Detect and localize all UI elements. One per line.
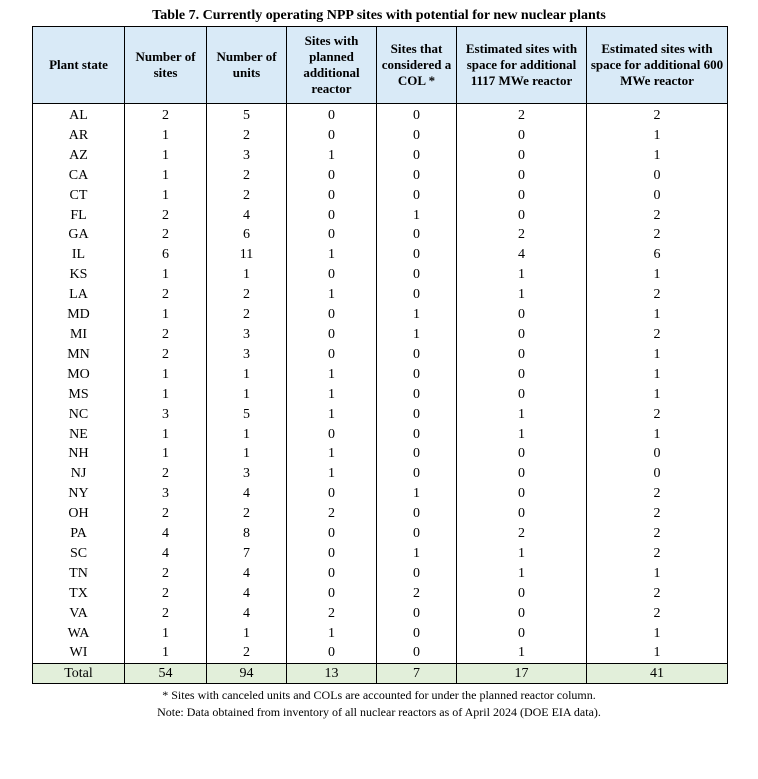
state-cell: MD	[33, 305, 125, 325]
table-row	[33, 365, 728, 385]
value-cell: 2	[587, 584, 728, 604]
value-cell: 3	[207, 345, 287, 365]
value-cell: 1	[287, 464, 377, 484]
state-cell: CA	[33, 166, 125, 186]
value-cell: 1	[125, 444, 207, 464]
value-cell: 1	[377, 325, 457, 345]
value-cell: 0	[287, 643, 377, 663]
value-cell: 1	[125, 146, 207, 166]
value-cell: 1	[287, 624, 377, 644]
value-cell: 3	[125, 484, 207, 504]
value-cell: 0	[457, 166, 587, 186]
value-cell: 0	[377, 104, 457, 126]
header-col: Sites that considered a COL *	[377, 27, 457, 104]
value-cell: 2	[587, 104, 728, 126]
table-row	[33, 385, 728, 405]
value-cell: 0	[377, 225, 457, 245]
value-cell: 1	[207, 385, 287, 405]
value-cell: 0	[287, 265, 377, 285]
table-row	[33, 265, 728, 285]
value-cell: 1	[587, 425, 728, 445]
value-cell: 2	[587, 225, 728, 245]
value-cell: 0	[457, 584, 587, 604]
value-cell: 0	[377, 405, 457, 425]
state-cell: IL	[33, 245, 125, 265]
value-cell: 1	[287, 365, 377, 385]
state-cell: AL	[33, 104, 125, 126]
value-cell: 1	[587, 345, 728, 365]
value-cell: 0	[287, 564, 377, 584]
total-cell: 17	[457, 664, 587, 684]
state-cell: TX	[33, 584, 125, 604]
value-cell: 1	[587, 385, 728, 405]
value-cell: 0	[457, 146, 587, 166]
value-cell: 2	[125, 104, 207, 126]
value-cell: 0	[457, 385, 587, 405]
value-cell: 1	[287, 245, 377, 265]
value-cell: 0	[377, 624, 457, 644]
header-row	[33, 27, 728, 104]
value-cell: 2	[587, 285, 728, 305]
value-cell: 0	[377, 643, 457, 663]
value-cell: 2	[587, 325, 728, 345]
value-cell: 5	[207, 104, 287, 126]
value-cell: 0	[287, 584, 377, 604]
value-cell: 11	[207, 245, 287, 265]
value-cell: 0	[457, 464, 587, 484]
value-cell: 2	[125, 225, 207, 245]
value-cell: 3	[125, 405, 207, 425]
value-cell: 0	[587, 464, 728, 484]
value-cell: 0	[377, 345, 457, 365]
npp-sites-table	[32, 26, 728, 684]
value-cell: 1	[457, 544, 587, 564]
state-cell: WI	[33, 643, 125, 663]
table-row	[33, 305, 728, 325]
value-cell: 0	[287, 544, 377, 564]
value-cell: 4	[207, 484, 287, 504]
value-cell: 0	[457, 345, 587, 365]
value-cell: 1	[457, 405, 587, 425]
table-row	[33, 166, 728, 186]
value-cell: 0	[287, 126, 377, 146]
value-cell: 6	[587, 245, 728, 265]
value-cell: 1	[207, 624, 287, 644]
value-cell: 8	[207, 524, 287, 544]
table-row	[33, 504, 728, 524]
total-cell: 94	[207, 664, 287, 684]
value-cell: 0	[587, 444, 728, 464]
value-cell: 1	[377, 206, 457, 226]
value-cell: 1	[587, 126, 728, 146]
value-cell: 0	[287, 104, 377, 126]
state-cell: NH	[33, 444, 125, 464]
value-cell: 0	[457, 305, 587, 325]
value-cell: 2	[377, 584, 457, 604]
value-cell: 2	[125, 504, 207, 524]
value-cell: 3	[207, 325, 287, 345]
value-cell: 2	[207, 305, 287, 325]
value-cell: 0	[457, 206, 587, 226]
value-cell: 1	[587, 265, 728, 285]
state-cell: LA	[33, 285, 125, 305]
total-label: Total	[33, 664, 125, 684]
state-cell: MN	[33, 345, 125, 365]
total-cell: 54	[125, 664, 207, 684]
state-cell: KS	[33, 265, 125, 285]
value-cell: 1	[125, 265, 207, 285]
table-row	[33, 245, 728, 265]
value-cell: 1	[207, 425, 287, 445]
value-cell: 0	[377, 504, 457, 524]
value-cell: 2	[587, 544, 728, 564]
value-cell: 2	[207, 126, 287, 146]
value-cell: 1	[125, 425, 207, 445]
value-cell: 4	[207, 604, 287, 624]
value-cell: 2	[207, 166, 287, 186]
value-cell: 1	[377, 305, 457, 325]
state-cell: VA	[33, 604, 125, 624]
value-cell: 1	[207, 444, 287, 464]
value-cell: 1	[125, 186, 207, 206]
value-cell: 2	[207, 186, 287, 206]
value-cell: 2	[207, 285, 287, 305]
value-cell: 2	[207, 643, 287, 663]
value-cell: 1	[125, 624, 207, 644]
value-cell: 2	[457, 524, 587, 544]
state-cell: GA	[33, 225, 125, 245]
value-cell: 4	[125, 524, 207, 544]
value-cell: 5	[207, 405, 287, 425]
value-cell: 1	[287, 385, 377, 405]
value-cell: 1	[587, 146, 728, 166]
footnote: * Sites with canceled units and COLs are accounted for under the planned reactor column.	[162, 688, 596, 703]
value-cell: 4	[125, 544, 207, 564]
table-row	[33, 206, 728, 226]
header-planned-reactor: Sites with planned additional reactor	[287, 27, 377, 104]
value-cell: 0	[377, 385, 457, 405]
value-cell: 1	[587, 643, 728, 663]
state-cell: NE	[33, 425, 125, 445]
table-row	[33, 405, 728, 425]
value-cell: 1	[587, 365, 728, 385]
value-cell: 1	[457, 265, 587, 285]
table-row	[33, 104, 728, 126]
value-cell: 0	[457, 325, 587, 345]
value-cell: 1	[377, 484, 457, 504]
value-cell: 0	[377, 444, 457, 464]
value-cell: 0	[457, 504, 587, 524]
value-cell: 0	[377, 186, 457, 206]
header-number-of-sites: Number of sites	[125, 27, 207, 104]
value-cell: 1	[287, 405, 377, 425]
table-row	[33, 604, 728, 624]
value-cell: 2	[125, 345, 207, 365]
value-cell: 0	[377, 166, 457, 186]
table-row	[33, 624, 728, 644]
value-cell: 0	[377, 564, 457, 584]
value-cell: 0	[587, 186, 728, 206]
value-cell: 2	[587, 405, 728, 425]
state-cell: AZ	[33, 146, 125, 166]
value-cell: 0	[287, 425, 377, 445]
state-cell: FL	[33, 206, 125, 226]
table-row	[33, 544, 728, 564]
table-row	[33, 146, 728, 166]
value-cell: 4	[207, 206, 287, 226]
state-cell: OH	[33, 504, 125, 524]
table-row	[33, 285, 728, 305]
value-cell: 0	[287, 166, 377, 186]
header-space-600: Estimated sites with space for additional 600 MWe reactor	[587, 27, 728, 104]
value-cell: 7	[207, 544, 287, 564]
table-row	[33, 643, 728, 663]
total-cell: 7	[377, 664, 457, 684]
table-row	[33, 126, 728, 146]
table-row	[33, 584, 728, 604]
value-cell: 0	[457, 186, 587, 206]
value-cell: 2	[125, 325, 207, 345]
table-row	[33, 564, 728, 584]
value-cell: 1	[125, 126, 207, 146]
value-cell: 2	[587, 504, 728, 524]
value-cell: 1	[457, 425, 587, 445]
value-cell: 0	[377, 285, 457, 305]
value-cell: 0	[287, 206, 377, 226]
table-row	[33, 186, 728, 206]
value-cell: 2	[287, 504, 377, 524]
value-cell: 0	[377, 464, 457, 484]
table-row	[33, 444, 728, 464]
value-cell: 0	[287, 484, 377, 504]
state-cell: CT	[33, 186, 125, 206]
value-cell: 0	[377, 524, 457, 544]
value-cell: 0	[377, 126, 457, 146]
value-cell: 0	[287, 524, 377, 544]
header-space-1117: Estimated sites with space for additional 1117 MWe reactor	[457, 27, 587, 104]
value-cell: 1	[125, 166, 207, 186]
value-cell: 1	[207, 265, 287, 285]
value-cell: 0	[287, 225, 377, 245]
header-number-of-units: Number of units	[207, 27, 287, 104]
source-note: Note: Data obtained from inventory of all nuclear reactors as of April 2024 (DOE EIA data).	[157, 705, 601, 720]
value-cell: 1	[457, 564, 587, 584]
value-cell: 2	[125, 584, 207, 604]
value-cell: 1	[587, 624, 728, 644]
value-cell: 1	[287, 444, 377, 464]
table-row	[33, 464, 728, 484]
value-cell: 0	[377, 365, 457, 385]
table-row	[33, 345, 728, 365]
state-cell: PA	[33, 524, 125, 544]
value-cell: 2	[587, 206, 728, 226]
table-row	[33, 325, 728, 345]
value-cell: 1	[287, 285, 377, 305]
header-plant-state: Plant state	[33, 27, 125, 104]
value-cell: 2	[207, 504, 287, 524]
value-cell: 0	[377, 245, 457, 265]
state-cell: NC	[33, 405, 125, 425]
value-cell: 2	[125, 604, 207, 624]
value-cell: 1	[587, 305, 728, 325]
value-cell: 0	[457, 604, 587, 624]
value-cell: 2	[125, 206, 207, 226]
value-cell: 0	[457, 624, 587, 644]
value-cell: 0	[377, 425, 457, 445]
value-cell: 1	[125, 305, 207, 325]
value-cell: 1	[287, 146, 377, 166]
value-cell: 1	[125, 643, 207, 663]
value-cell: 2	[287, 604, 377, 624]
table-row	[33, 484, 728, 504]
value-cell: 2	[587, 524, 728, 544]
value-cell: 0	[457, 365, 587, 385]
value-cell: 0	[457, 444, 587, 464]
value-cell: 0	[377, 146, 457, 166]
value-cell: 6	[125, 245, 207, 265]
value-cell: 0	[287, 186, 377, 206]
state-cell: AR	[33, 126, 125, 146]
value-cell: 2	[125, 285, 207, 305]
value-cell: 3	[207, 464, 287, 484]
table-row	[33, 225, 728, 245]
value-cell: 0	[587, 166, 728, 186]
value-cell: 1	[125, 365, 207, 385]
state-cell: MS	[33, 385, 125, 405]
value-cell: 1	[377, 544, 457, 564]
value-cell: 1	[207, 365, 287, 385]
value-cell: 0	[457, 484, 587, 504]
state-cell: MI	[33, 325, 125, 345]
value-cell: 1	[587, 564, 728, 584]
value-cell: 0	[457, 126, 587, 146]
value-cell: 0	[287, 305, 377, 325]
value-cell: 2	[457, 225, 587, 245]
total-cell: 41	[587, 664, 728, 684]
state-cell: WA	[33, 624, 125, 644]
value-cell: 1	[125, 385, 207, 405]
table-title: Table 7. Currently operating NPP sites with potential for new nuclear plants	[152, 8, 606, 23]
value-cell: 2	[457, 104, 587, 126]
value-cell: 6	[207, 225, 287, 245]
state-cell: NJ	[33, 464, 125, 484]
value-cell: 2	[125, 564, 207, 584]
total-row	[33, 664, 728, 684]
value-cell: 3	[207, 146, 287, 166]
total-cell: 13	[287, 664, 377, 684]
value-cell: 0	[377, 265, 457, 285]
value-cell: 0	[377, 604, 457, 624]
value-cell: 4	[207, 564, 287, 584]
value-cell: 0	[287, 345, 377, 365]
state-cell: MO	[33, 365, 125, 385]
value-cell: 2	[125, 464, 207, 484]
table-body	[33, 104, 728, 664]
value-cell: 4	[457, 245, 587, 265]
state-cell: TN	[33, 564, 125, 584]
value-cell: 1	[457, 285, 587, 305]
value-cell: 2	[587, 604, 728, 624]
state-cell: SC	[33, 544, 125, 564]
table-row	[33, 425, 728, 445]
value-cell: 0	[287, 325, 377, 345]
state-cell: NY	[33, 484, 125, 504]
table-row	[33, 524, 728, 544]
value-cell: 2	[587, 484, 728, 504]
value-cell: 1	[457, 643, 587, 663]
value-cell: 4	[207, 584, 287, 604]
